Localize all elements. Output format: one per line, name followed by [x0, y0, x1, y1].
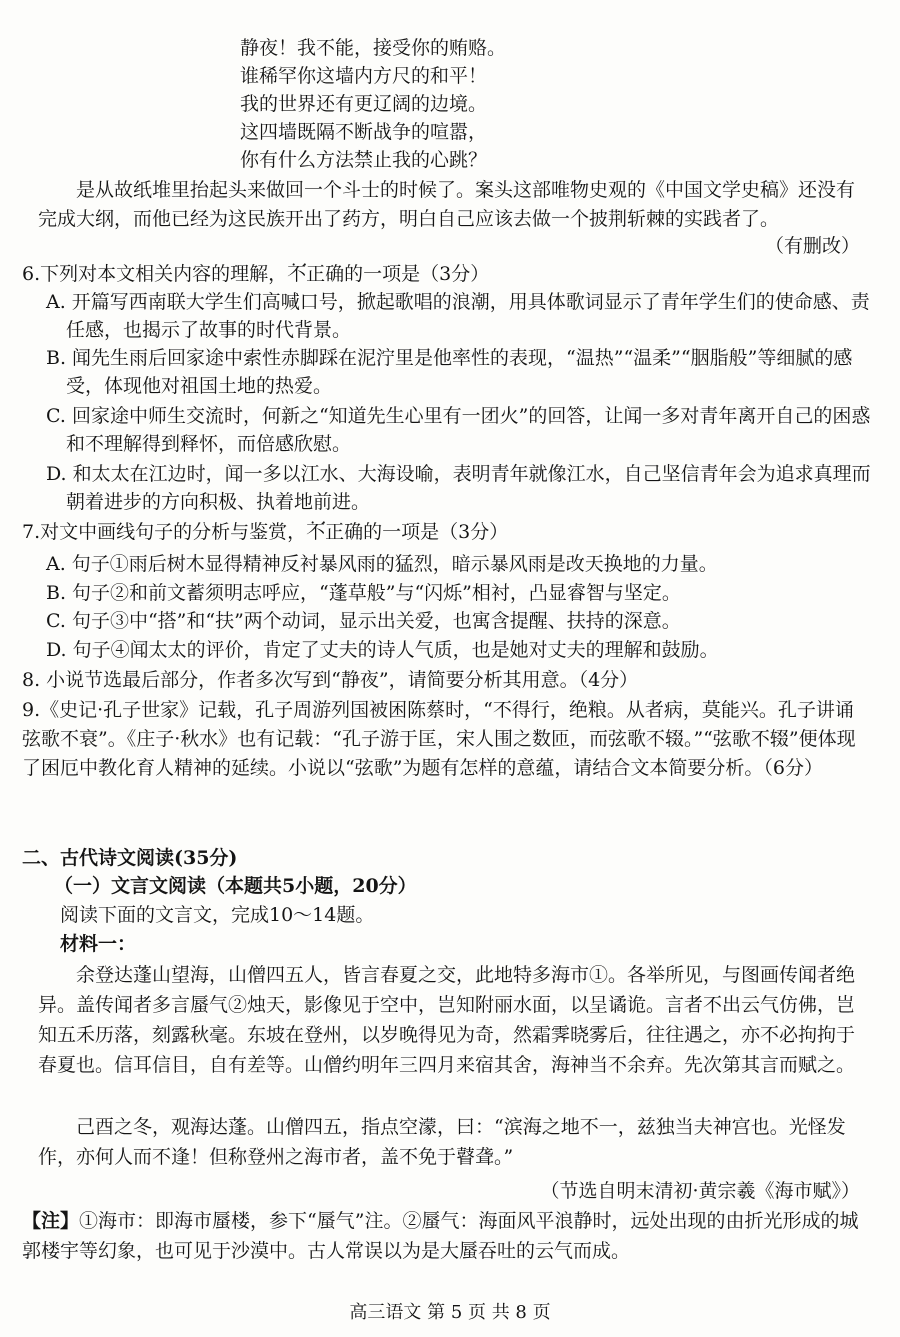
question-7-option-b: B. 句子②和前文蓄须明志呼应，“蓬草般”与“闪烁”相衬，凸显睿智与坚定。 [46, 582, 681, 604]
emphasis-mark: 不正确 ·· [306, 521, 363, 543]
material-paragraph-2: 己酉之冬，观海达蓬。山僧四五，指点空濛，曰：“滨海之地不一，兹独当夫神宫也。光怪发作，亦何人而不逢！但称登州之海市者，盖不免于瞽聋。” [38, 1116, 846, 1168]
passage-ending: 是从故纸堆里抬起头来做回一个斗士的时候了。案头这部唯物史观的《中国文学史稿》还没有完成大纲，而他已经为这民族开出了药方，明白自己应该去做一个披荆斩棘的实践者了。 [38, 179, 856, 230]
poem-line: 这四墙既隔不断战争的喧嚣， [240, 121, 488, 143]
poem-line: 你有什么方法禁止我的心跳？ [240, 149, 488, 171]
poem-line: 我的世界还有更辽阔的边境。 [240, 93, 488, 115]
emphasis-mark: 不正确 ·· [287, 263, 344, 285]
question-6-option-c: C. 回家途中师生交流时，何新之“知道先生心里有一团火”的回答，让闻一多对青年离开自己的困惑和不理解得到释怀，而倍感欣慰。 [46, 405, 871, 455]
note-text: ①海市：即海市蜃楼，参下“蜃气”注。②蜃气：海面风平浪静时，远处出现的由折光形成的城郭楼宇等幻象，也可见于沙漠中。古人常误以为是大蜃吞吐的云气而成。 [22, 1210, 859, 1262]
instruction-text: 阅读下面的文言文，完成10～14题。 [60, 904, 375, 926]
question-8: 8. 小说节选最后部分，作者多次写到“静夜”，请简要分析其用意。（4分） [22, 669, 639, 691]
material-source: （节选自明末清初·黄宗羲《海市赋》） [540, 1180, 860, 1202]
material-label: 材料一： [60, 933, 137, 955]
question-7-stem: 7.对文中画线句子的分析与鉴赏，不正确 ··的一项是（3分） [22, 518, 872, 546]
material-paragraph-1: 余登达蓬山望海，山僧四五人，皆言春夏之交，此地特多海市①。各举所见，与图画传闻者绝异。盖传闻者多言蜃气②烛天，影像见于空中，岂知附丽水面，以呈谲诡。言者不出云气仿佛，岂知五禾历落，刻露秋毫。东坡在登州，以岁晚得见为奇，然霜霁晓雾后，往往遇之，亦不必拘拘于春夏也。信耳信目，自有差等。山僧约明年三四月来宿其舍，海神当不余弃。先次第其言而赋之。 [38, 964, 856, 1076]
poem-block [240, 34, 506, 174]
question-6-option-a: A. 开篇写西南联大学生们高喊口号，掀起歌唱的浪潮，用具体歌词显示了青年学生们的使命感、责任感，也揭示了故事的时代背景。 [46, 291, 870, 341]
question-7-option-a: A. 句子①雨后树木显得精神反衬暴风雨的猛烈，暗示暴风雨是改天换地的力量。 [46, 553, 718, 575]
page-footer: 高三语文 第 5 页 共 8 页 [349, 1302, 551, 1323]
section-title: 二、古代诗文阅读(35分) [22, 847, 238, 869]
question-9: 9.《史记·孔子世家》记载，孔子周游列国被困陈蔡时，“不得行，绝粮。从者病，莫能兴。孔子讲诵弦歌不衰”。《庄子·秋水》也有记载：“孔子游于匡，宋人围之数匝，而弦歌不辍。”“弦歌不辍”便体现了困厄中教化育人精神的延续。小说以“弦歌”为题有怎样的意蕴，请结合文本简要分析。（6分） [22, 699, 856, 779]
question-6-stem: 6.下列对本文相关内容的理解，不正确 ··的一项是（3分） [22, 260, 872, 288]
poem-line: 静夜！我不能，接受你的贿赂。 [240, 37, 507, 59]
question-7-option-d: D. 句子④闻太太的评价，肯定了丈夫的诗人气质，也是她对丈夫的理解和鼓励。 [46, 639, 719, 661]
annotation-note [22, 1206, 872, 1266]
question-6-option-d: D. 和太太在江边时，闻一多以江水、大海设喻，表明青年就像江水，自己坚信青年会为追求真理而朝着进步的方向积极、执着地前进。 [46, 463, 871, 513]
subsection-title: （一）文言文阅读（本题共5小题，20分） [54, 875, 417, 897]
question-6-option-b: B. 闻先生雨后回家途中索性赤脚踩在泥泞里是他率性的表现，“温热”“温柔”“胭脂般”等细腻的感受，体现他对祖国土地的热爱。 [46, 347, 853, 397]
poem-line: 谁稀罕你这墙内方尺的和平！ [240, 65, 488, 87]
question-7-option-c: C. 句子③中“搭”和“扶”两个动词，显示出关爱，也寓含提醒、扶持的深意。 [46, 610, 681, 632]
note-label: 【注】 [22, 1210, 80, 1232]
passage-source: （有删改） [764, 235, 860, 257]
